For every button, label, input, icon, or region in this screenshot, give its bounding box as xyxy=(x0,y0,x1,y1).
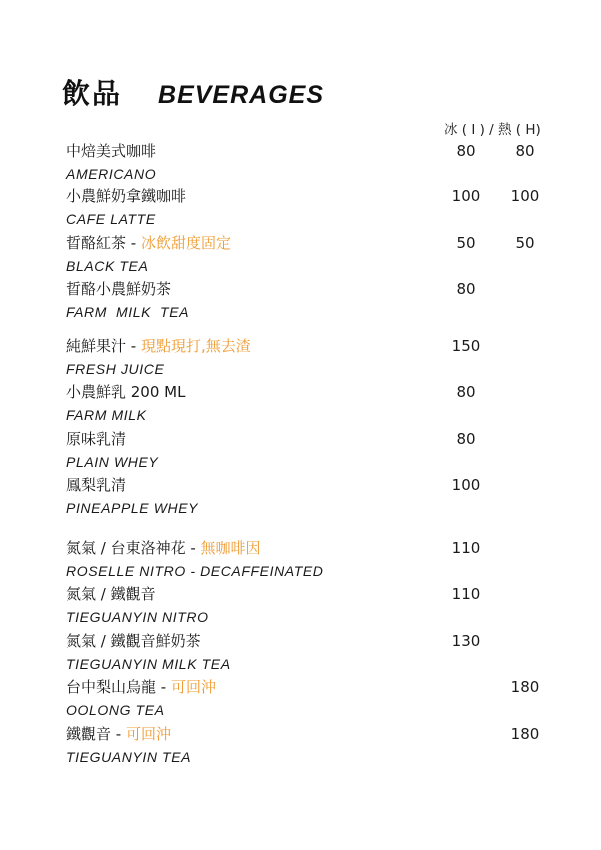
item-name-zh: 氮氣 / 鐵觀音 xyxy=(66,585,156,603)
item-note: 現點現打,無去渣 xyxy=(140,337,251,355)
title-chinese: 飲品 xyxy=(62,77,123,110)
price-hot: 50 xyxy=(515,234,535,252)
price-ice: 100 xyxy=(451,187,481,205)
item-name-en: BLACK TEA xyxy=(66,258,149,274)
item-name-zh: 晢酪小農鮮奶茶 xyxy=(66,280,172,298)
item-name-en: TIEGUANYIN NITRO xyxy=(66,609,209,625)
price-ice: 80 xyxy=(456,142,476,160)
item-name-en: TIEGUANYIN MILK TEA xyxy=(66,656,231,672)
menu-item xyxy=(66,475,566,521)
menu-item xyxy=(66,336,566,382)
price-hot: 180 xyxy=(510,725,540,743)
menu-item xyxy=(66,538,566,584)
menu-item xyxy=(66,233,566,279)
price-ice: 50 xyxy=(456,234,476,252)
price-column-header: 冰 ( I ) / 熱 ( H) xyxy=(444,122,541,138)
item-name-en: TIEGUANYIN TEA xyxy=(66,749,192,765)
item-name-zh: 純鮮果汁 - 現點現打,無去渣 xyxy=(66,337,251,355)
item-note: 冰飲甜度固定 xyxy=(140,234,231,252)
item-note: 可回沖 xyxy=(125,725,171,743)
price-hot: 180 xyxy=(510,678,540,696)
menu-item xyxy=(66,382,566,428)
item-name-en: OOLONG TEA xyxy=(66,702,165,718)
price-ice: 130 xyxy=(451,632,481,650)
item-name-en: CAFE LATTE xyxy=(66,211,156,227)
menu-title xyxy=(62,72,324,112)
item-name-zh: 台中梨山烏龍 - 可回沖 xyxy=(66,678,216,696)
menu-item xyxy=(66,279,566,325)
item-name-zh: 中焙美式咖啡 xyxy=(66,142,157,160)
menu-item xyxy=(66,677,566,723)
item-name-en: ROSELLE NITRO - DECAFFEINATED xyxy=(66,563,324,579)
item-name-zh: 原味乳清 xyxy=(66,430,127,448)
menu-item xyxy=(66,141,566,187)
menu-item xyxy=(66,186,566,232)
menu-item xyxy=(66,724,566,770)
price-ice: 100 xyxy=(451,476,481,494)
item-name-zh: 氮氣 / 台東洛神花 - 無咖啡因 xyxy=(66,539,261,557)
item-name-zh: 小農鮮奶拿鐵咖啡 xyxy=(66,187,187,205)
item-name-en: AMERICANO xyxy=(66,166,157,182)
price-ice: 80 xyxy=(456,383,476,401)
price-ice: 110 xyxy=(451,585,481,603)
price-ice: 80 xyxy=(456,430,476,448)
item-note: 無咖啡因 xyxy=(200,539,261,557)
item-name-zh: 氮氣 / 鐵觀音鮮奶茶 xyxy=(66,632,201,650)
price-ice: 150 xyxy=(451,337,481,355)
item-name-zh: 小農鮮乳 200 ML xyxy=(66,383,186,401)
item-name-zh: 鐵觀音 - 可回沖 xyxy=(66,725,171,743)
item-name-zh: 鳳梨乳清 xyxy=(66,476,127,494)
item-name-en: PLAIN WHEY xyxy=(66,454,159,470)
menu-item xyxy=(66,631,566,677)
price-hot: 80 xyxy=(515,142,535,160)
price-hot: 100 xyxy=(510,187,540,205)
price-ice: 110 xyxy=(451,539,481,557)
price-ice: 80 xyxy=(456,280,476,298)
menu-item xyxy=(66,584,566,630)
item-name-en: FARM MILK xyxy=(66,407,147,423)
item-name-en: FRESH JUICE xyxy=(66,361,165,377)
title-english: BEVERAGES xyxy=(158,81,324,109)
item-note: 可回沖 xyxy=(170,678,216,696)
menu-item xyxy=(66,429,566,475)
item-name-zh: 晢酪紅茶 - 冰飲甜度固定 xyxy=(66,234,231,252)
item-name-en: FARM MILK TEA xyxy=(66,304,190,320)
item-name-en: PINEAPPLE WHEY xyxy=(66,500,199,516)
